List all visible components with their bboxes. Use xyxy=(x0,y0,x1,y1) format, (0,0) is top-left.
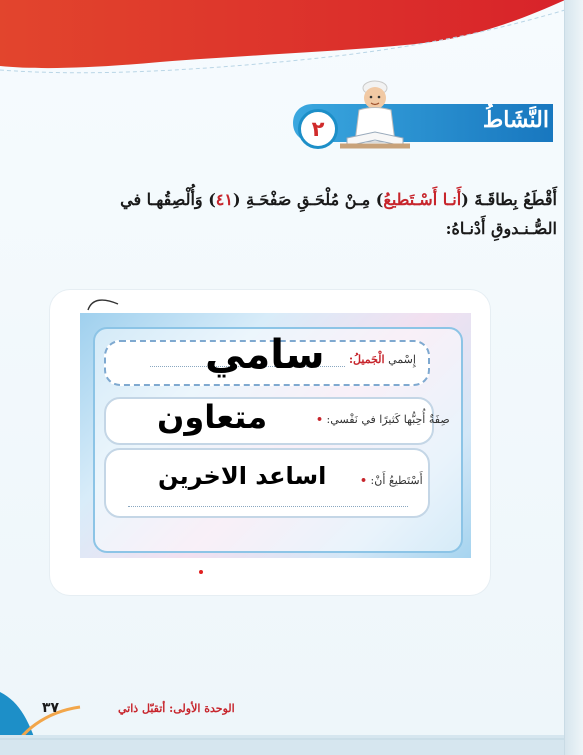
card-row-ability-label-text: أَسْتَطيعُ أَنْ: xyxy=(370,474,423,487)
instruction-card-name: أَنـا أَسْـتَطيعُ xyxy=(383,190,462,209)
card-row-name-label xyxy=(349,353,416,366)
bullet: • xyxy=(316,413,324,426)
card-row-ability-label xyxy=(360,474,423,487)
red-dot-mark xyxy=(199,570,203,574)
card-row-trait-label xyxy=(316,413,450,426)
footer-unit-text: الوحدة الأولى: أتقبّل ذاتي xyxy=(118,702,235,715)
card-row-name-label-red: الْجَميلُ: xyxy=(349,353,385,366)
instruction-text xyxy=(62,185,557,243)
activity-title: النَّشَاطُ xyxy=(482,107,549,133)
card-row-ability-value: اساعد الاخرين xyxy=(158,462,327,490)
card-row-name-label-prefix: إِسْمي xyxy=(388,353,416,366)
card-row-trait-label-text: صِفَةٌ أُحِبُّها كَثيرًا في نَفْسي: xyxy=(326,413,450,426)
card-row-trait-value: متعاون xyxy=(157,398,268,436)
bottom-pattern-band xyxy=(0,725,583,755)
boy-reading-illustration xyxy=(335,80,415,155)
instruction-part1: أَقْطَعُ بِطاقَـةَ ( xyxy=(461,190,557,209)
card-row-name-value: سامي xyxy=(205,332,325,378)
page-number: ٣٧ xyxy=(42,700,60,716)
instruction-page-ref: ٤١ xyxy=(215,190,233,209)
ability-dotted-line xyxy=(128,506,408,507)
bullet: • xyxy=(360,474,368,487)
activity-number-badge: ٢ xyxy=(298,109,338,149)
instruction-line2: الصُّـنـدوقِ أَدْنـاهُ: xyxy=(445,219,557,238)
instruction-part2: ) مِـنْ مُلْحَـقِ صَفْحَـةِ ( xyxy=(232,190,384,209)
top-wave-decoration xyxy=(0,0,583,90)
instruction-part3: ) وَأُلْصِقُهـا في xyxy=(120,190,216,209)
page-edge xyxy=(564,0,583,755)
